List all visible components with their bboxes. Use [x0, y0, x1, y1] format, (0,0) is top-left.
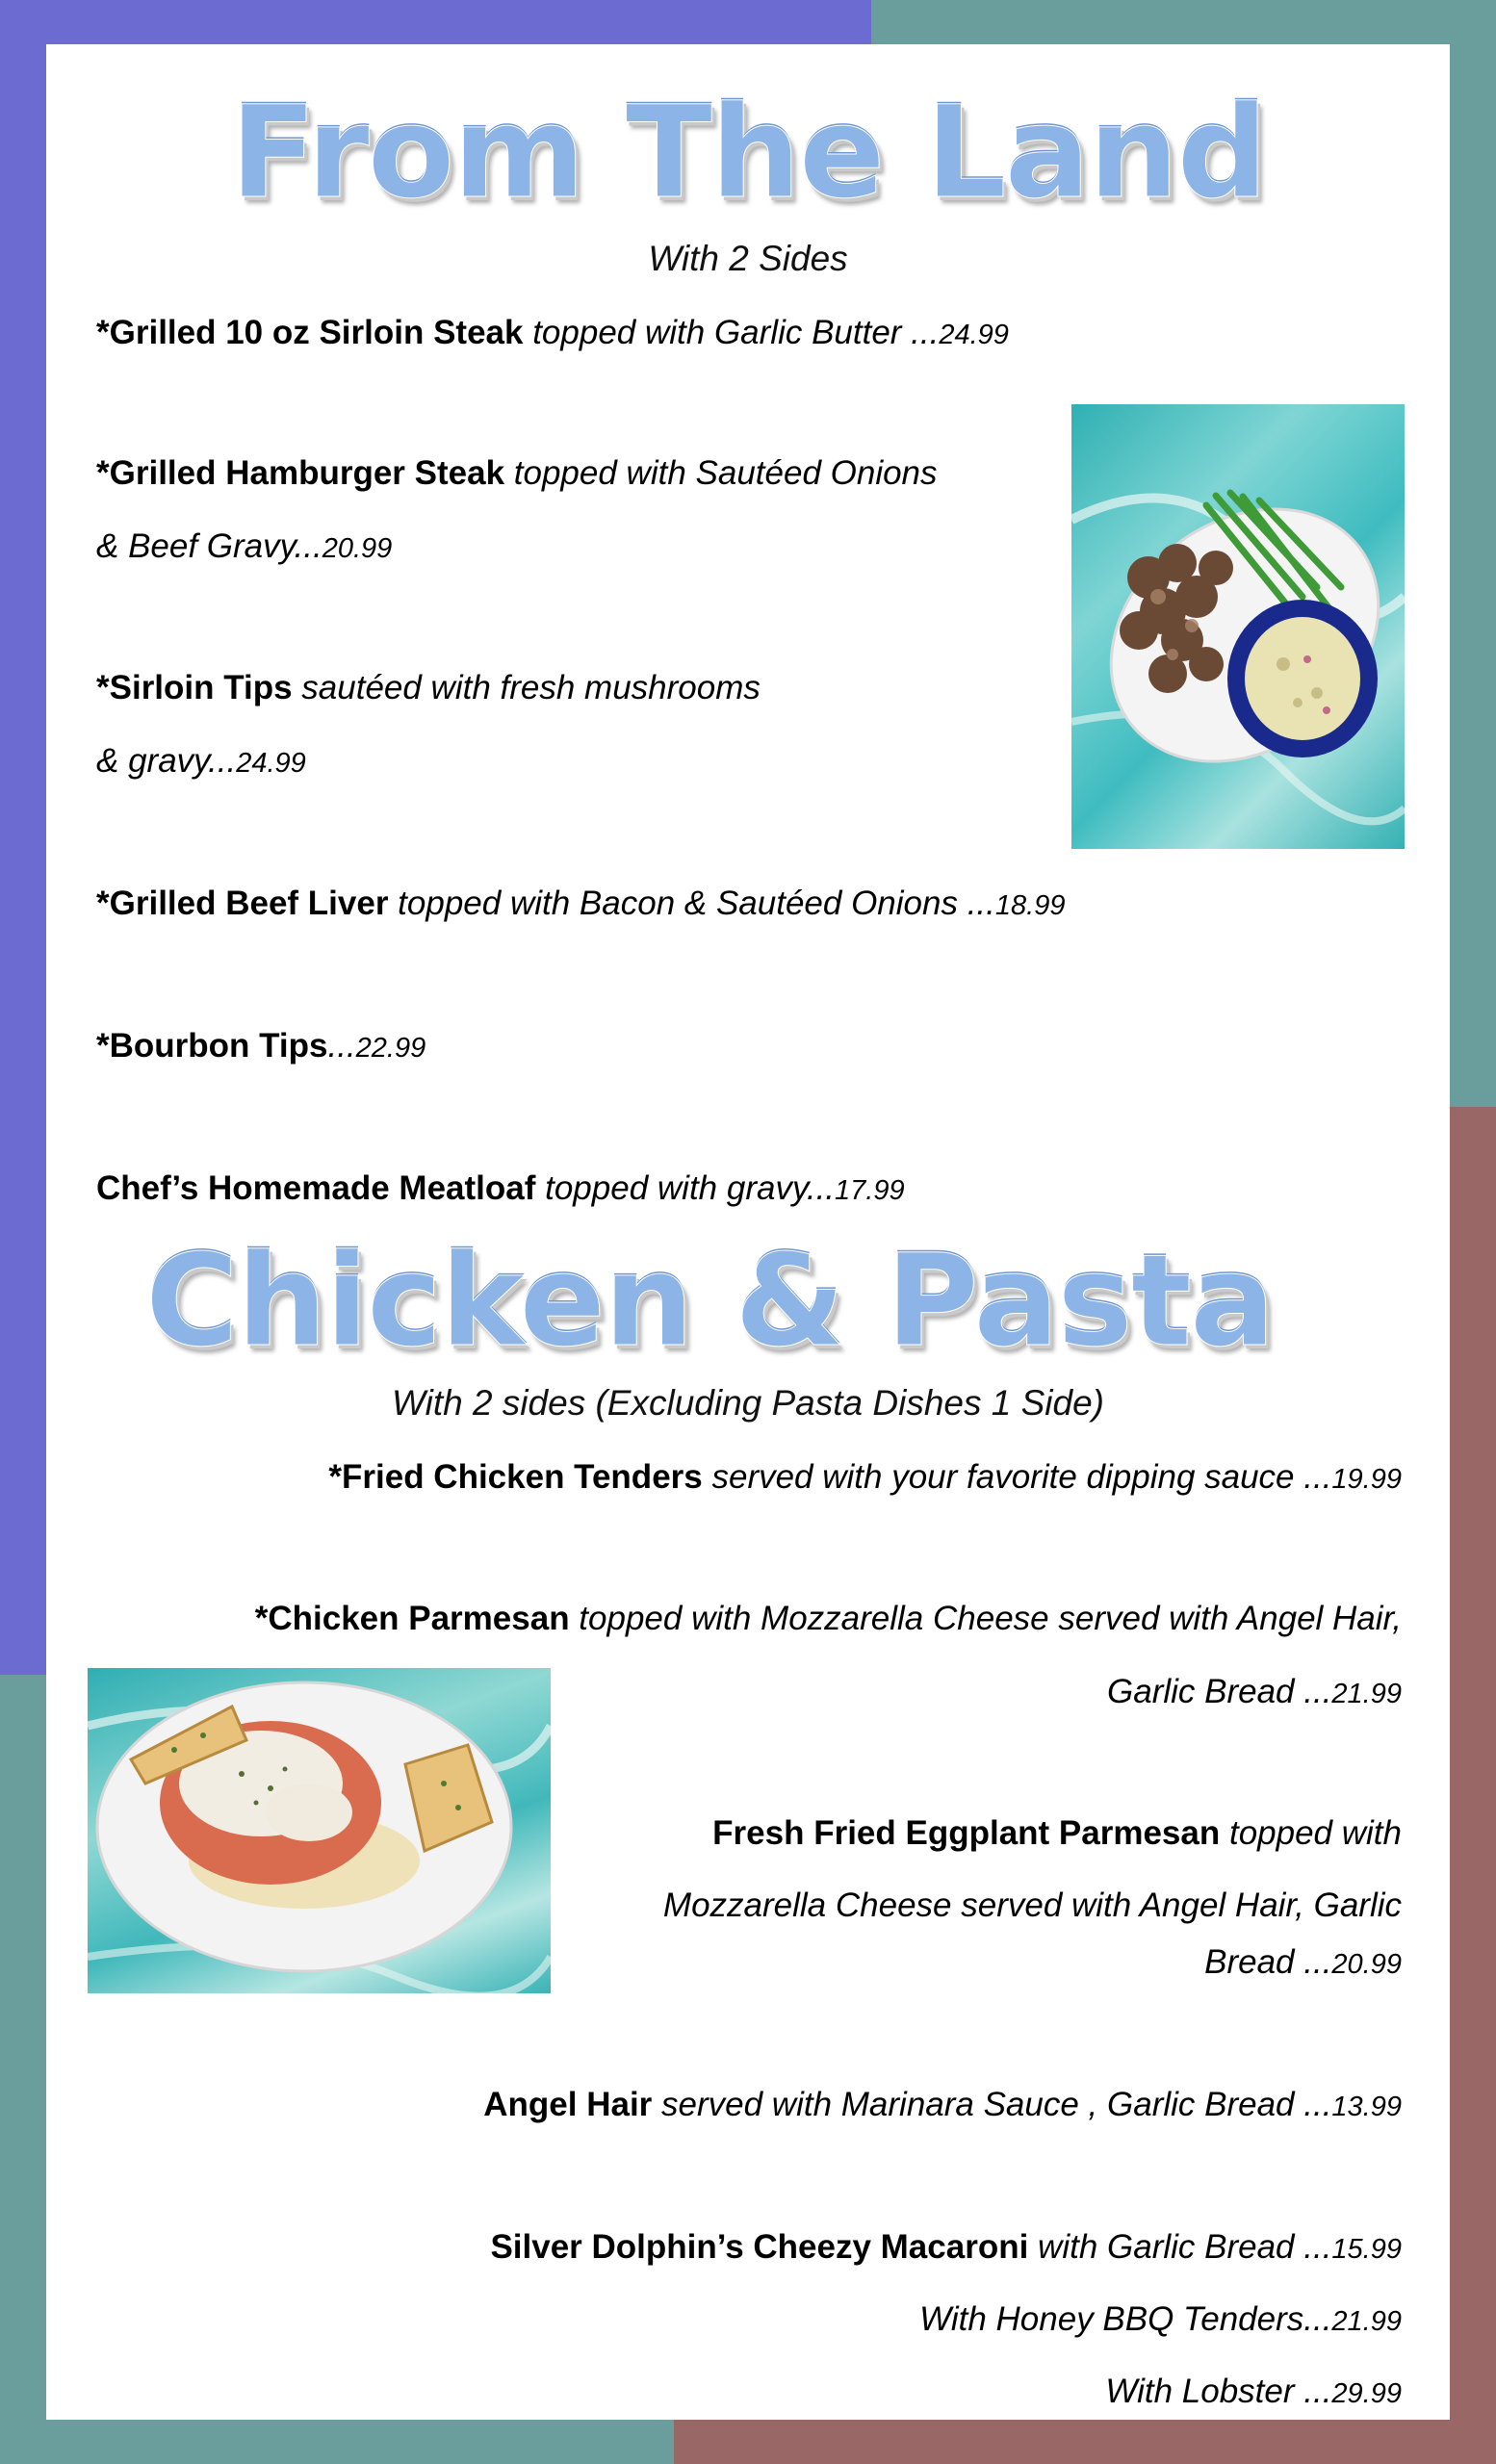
- item-desc: Mozzarella Cheese served with Angel Hair, Garlic: [662, 1886, 1402, 1924]
- item-name: Silver Dolphin’s Cheezy Macaroni: [490, 2228, 1029, 2266]
- border-teal-bottom: [0, 2420, 674, 2464]
- menu-item-chicken-parmesan-cont: [1107, 1673, 1402, 1711]
- menu-item-chicken-parmesan: [255, 1600, 1402, 1638]
- menu-item-eggplant-parmesan: [712, 1814, 1402, 1853]
- border-teal-left-bottom: [0, 1675, 46, 2464]
- item-desc: ...: [327, 1027, 356, 1065]
- section-title-land: From The Land: [229, 79, 1267, 227]
- item-price: 17.99: [835, 1175, 905, 1206]
- menu-item-hamburger-steak-cont: [96, 527, 392, 566]
- item-price: 24.99: [236, 748, 306, 779]
- item-desc: sautéed with fresh mushrooms: [292, 669, 761, 706]
- item-price: 21.99: [1331, 2306, 1402, 2337]
- item-name: *Sirloin Tips: [96, 669, 293, 706]
- item-desc: topped with Mozzarella Cheese served with Angel Hair,: [569, 1600, 1402, 1637]
- food-photo-steak-tips: [1071, 404, 1405, 849]
- section-subtitle-land: With 2 Sides: [648, 239, 848, 278]
- menu-item-hamburger-steak: [96, 454, 938, 493]
- menu-item-angel-hair: [483, 2086, 1402, 2124]
- item-price: 19.99: [1331, 1464, 1402, 1495]
- item-price: 22.99: [355, 1033, 426, 1064]
- border-mauve-bottom: [674, 2420, 1496, 2464]
- item-name: *Grilled Hamburger Steak: [96, 454, 505, 492]
- item-price: 13.99: [1331, 2092, 1402, 2122]
- item-name: Fresh Fried Eggplant Parmesan: [712, 1814, 1221, 1852]
- item-desc: Garlic Bread ...: [1107, 1673, 1332, 1710]
- item-price: 18.99: [994, 890, 1066, 921]
- section-subtitle-pasta: With 2 sides (Excluding Pasta Dishes 1 Side): [392, 1383, 1104, 1423]
- item-desc: topped with gravy...: [535, 1169, 836, 1207]
- item-desc: served with Marinara Sauce , Garlic Bread ...: [652, 2086, 1332, 2123]
- item-name: Angel Hair: [483, 2086, 653, 2123]
- item-desc: With Honey BBQ Tenders...: [919, 2300, 1332, 2338]
- food-photo-chicken-parmesan: [88, 1668, 551, 1993]
- steak-tips-plate-illustration: [1071, 404, 1405, 849]
- menu-item-cheezy-macaroni: [490, 2228, 1402, 2267]
- item-name: *Chicken Parmesan: [254, 1600, 570, 1637]
- item-price: 20.99: [322, 533, 393, 564]
- menu-item-macaroni-bbq-tenders: [919, 2300, 1402, 2339]
- section-title-pasta: Chicken & Pasta: [144, 1227, 1275, 1375]
- item-price: 21.99: [1331, 1679, 1402, 1709]
- item-desc: & Beef Gravy...: [96, 527, 322, 565]
- item-desc: topped with Garlic Butter ...: [523, 314, 940, 351]
- item-price: 15.99: [1331, 2234, 1402, 2265]
- item-name: *Fried Chicken Tenders: [328, 1458, 703, 1496]
- item-desc: With Lobster ...: [1105, 2373, 1332, 2410]
- menu-item-chicken-tenders: [328, 1458, 1402, 1497]
- menu-item-macaroni-lobster: [1105, 2373, 1402, 2411]
- item-desc: served with your favorite dipping sauce ...: [702, 1458, 1332, 1496]
- item-name: Chef’s Homemade Meatloaf: [96, 1169, 536, 1207]
- item-name: *Grilled Beef Liver: [96, 885, 389, 922]
- item-price: 20.99: [1331, 1949, 1402, 1980]
- menu-item-bourbon-tips: [96, 1027, 426, 1065]
- menu-item-sirloin-tips-cont: [96, 742, 306, 781]
- border-purple-top: [0, 0, 871, 44]
- menu-item-beef-liver: [96, 885, 1065, 923]
- item-name: *Bourbon Tips: [96, 1027, 328, 1065]
- border-teal-top: [871, 0, 1496, 44]
- menu-item-meatloaf: [96, 1169, 905, 1208]
- chicken-parmesan-plate-illustration: [88, 1668, 551, 1993]
- menu-item-sirloin-tips: [96, 669, 761, 707]
- menu-item-sirloin-steak: [96, 314, 1009, 352]
- item-desc: topped with Bacon & Sautéed Onions ...: [388, 885, 995, 922]
- item-desc: with Garlic Bread ...: [1028, 2228, 1332, 2266]
- item-desc: topped with Sautéed Onions: [504, 454, 938, 492]
- item-desc: & gravy...: [96, 742, 237, 780]
- menu-item-eggplant-parmesan-cont: [663, 1886, 1402, 1925]
- item-desc: topped with: [1220, 1814, 1402, 1852]
- item-name: *Grilled 10 oz Sirloin Steak: [96, 314, 524, 351]
- menu-item-eggplant-parmesan-cont2: [1204, 1943, 1402, 1982]
- item-price: 24.99: [939, 320, 1009, 350]
- item-price: 29.99: [1331, 2378, 1402, 2409]
- item-desc: Bread ...: [1204, 1943, 1332, 1981]
